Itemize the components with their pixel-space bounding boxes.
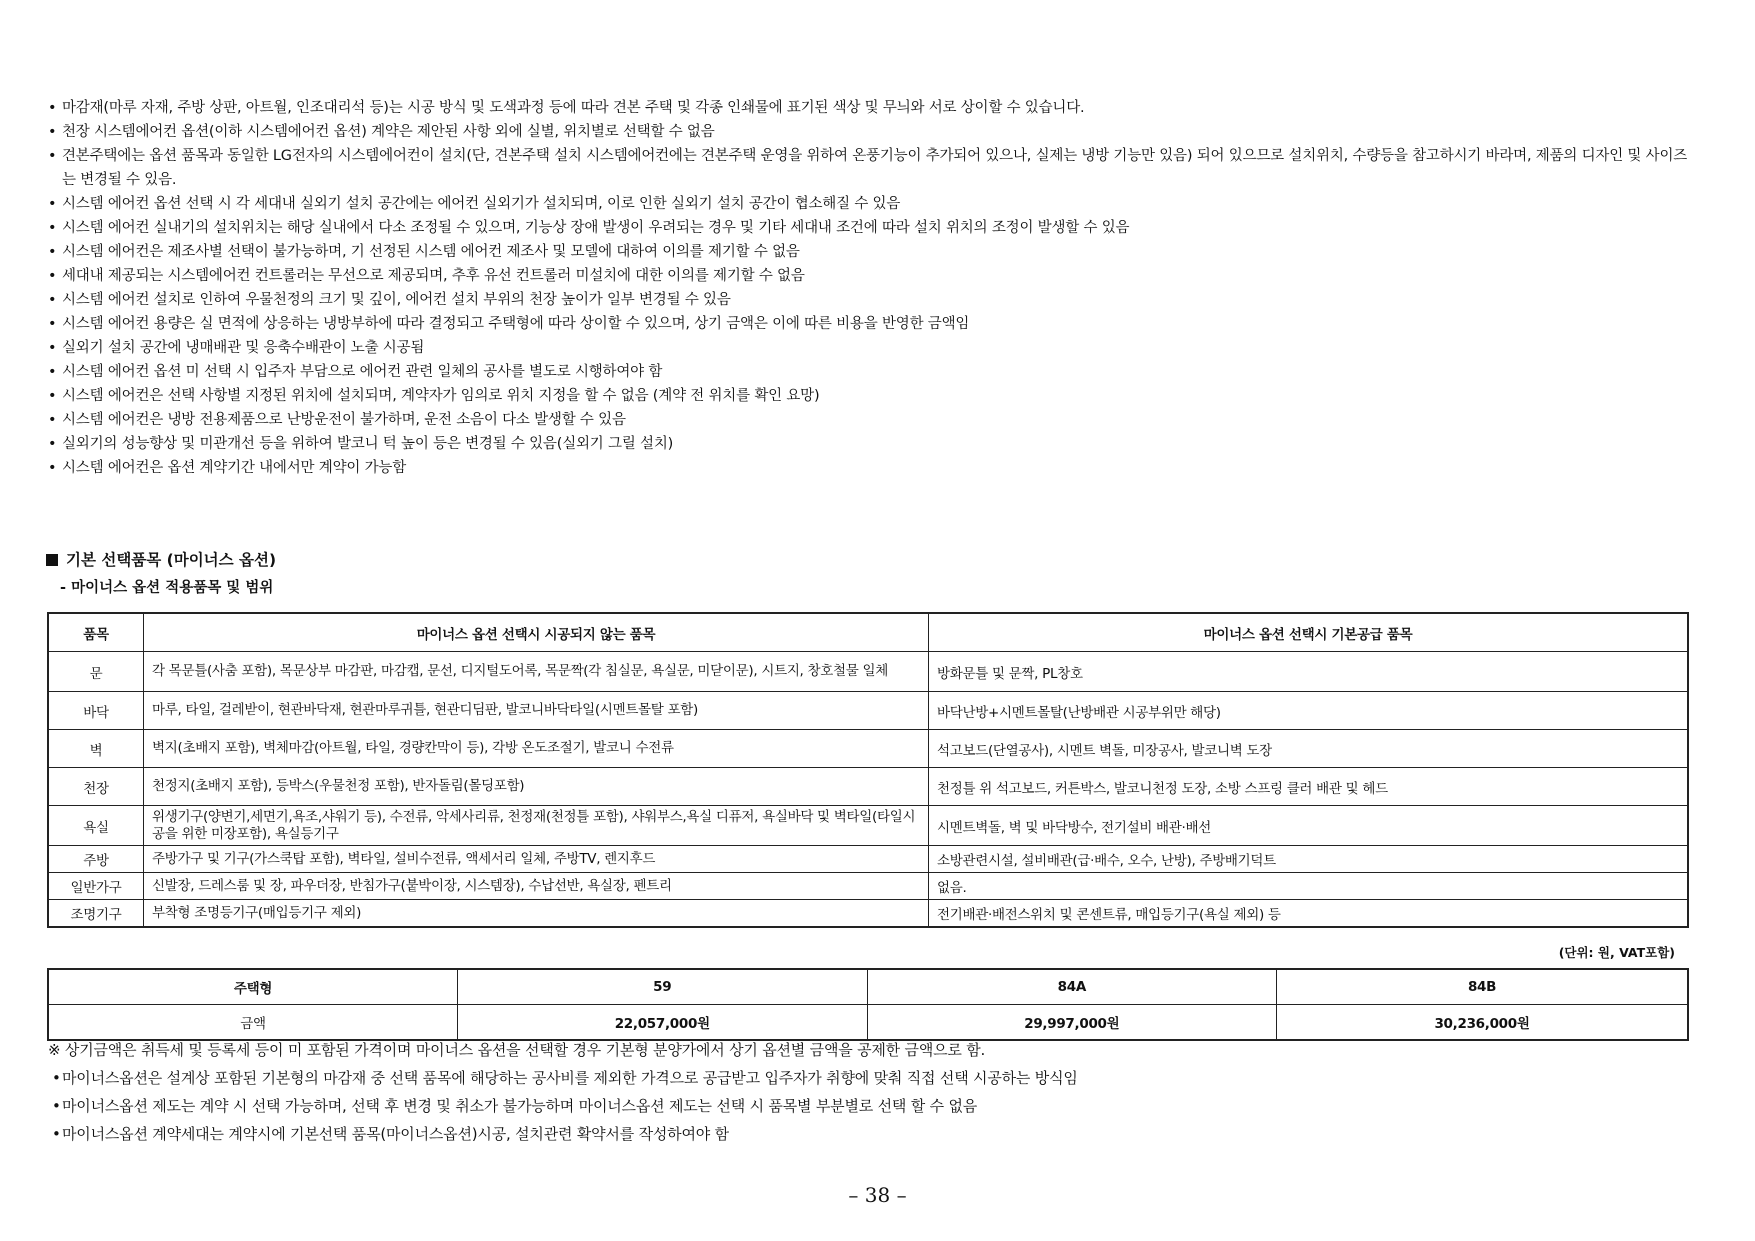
- list-item: • 마이너스옵션 제도는 계약 시 선택 가능하며, 선택 후 변경 및 취소가 불가능하며 마이너스옵션 제도는 선택 시 품목별 부분별로 선택 할 수 없음: [48, 1092, 1708, 1120]
- supplied-cell: 소방관련시설, 설비배관(급·배수, 오수, 난방), 주방배기덕트: [929, 846, 1689, 873]
- list-item: • 시스템 에어컨은 제조사별 선택이 불가능하며, 기 선정된 시스템 에어컨 제조사 및 모델에 대하여 이의를 제기할 수 없음: [48, 240, 1688, 264]
- list-item: • 마이너스옵션 계약세대는 계약시에 기본선택 품목(마이너스옵션)시공, 설치관련 확약서를 작성하여야 함: [48, 1120, 1708, 1148]
- item-cell: 욕실: [48, 806, 144, 846]
- list-item: • 시스템 에어컨 옵션 선택 시 각 세대내 실외기 설치 공간에는 에어컨 실외기가 설치되며, 이로 인한 실외기 설치 공간이 협소해질 수 있음: [48, 192, 1688, 216]
- list-item: • 시스템 에어컨 용량은 실 면적에 상응하는 냉방부하에 따라 결정되고 주택형에 따라 상이할 수 있으며, 상기 금액은 이에 따른 비용을 반영한 금액임: [48, 312, 1688, 336]
- minus-option-notes: [48, 1036, 1708, 1148]
- item-cell: 조명기구: [48, 900, 144, 928]
- table-row: [48, 873, 1688, 900]
- list-item: • 시스템 에어컨 설치로 인하여 우물천정의 크기 및 깊이, 에어컨 설치 부위의 천장 높이가 일부 변경될 수 있음: [48, 288, 1688, 312]
- excluded-cell: 천정지(초배지 포함), 등박스(우물천정 포함), 반자돌림(몰딩포함): [144, 768, 929, 806]
- amount-label: 금액: [48, 1005, 458, 1041]
- item-cell: 천장: [48, 768, 144, 806]
- page-number: – 38 –: [848, 1183, 907, 1207]
- housing-type-cell: 59: [458, 969, 868, 1005]
- price-table: [47, 968, 1689, 1041]
- table-row: [48, 652, 1688, 692]
- list-item: • 실외기의 성능향상 및 미관개선 등을 위하여 발코니 턱 높이 등은 변경될 수 있음(실외기 그릴 설치): [48, 432, 1688, 456]
- supplied-cell: 시멘트벽돌, 벽 및 바닥방수, 전기설비 배관·배선: [929, 806, 1689, 846]
- list-item: • 마이너스옵션은 설계상 포함된 기본형의 마감재 중 선택 품목에 해당하는 공사비를 제외한 가격으로 공급받고 입주자가 취향에 맞춰 직접 선택 시공하는 방식임: [48, 1064, 1708, 1092]
- list-item: • 시스템 에어컨은 냉방 전용제품으로 난방운전이 불가하며, 운전 소음이 다소 발생할 수 있음: [48, 408, 1688, 432]
- list-item: • 세대내 제공되는 시스템에어컨 컨트롤러는 무선으로 제공되며, 추후 유선 컨트롤러 미설치에 대한 이의를 제기할 수 없음: [48, 264, 1688, 288]
- list-item: • 시스템 에어컨은 옵션 계약기간 내에서만 계약이 가능함: [48, 456, 1688, 480]
- column-header: 품목: [48, 613, 144, 652]
- housing-type-cell: 84B: [1277, 969, 1688, 1005]
- aircon-notice-list: [48, 96, 1688, 480]
- excluded-cell: 마루, 타일, 걸레받이, 현관바닥재, 현관마루귀틀, 현관디딤판, 발코니바닥타일(시멘트몰탈 포함): [144, 692, 929, 730]
- amount-cell: 29,997,000원: [867, 1005, 1277, 1041]
- table-row: [48, 806, 1688, 846]
- housing-type-cell: 84A: [867, 969, 1277, 1005]
- amount-cell: 22,057,000원: [458, 1005, 868, 1041]
- supplied-cell: 전기배관·배전스위치 및 콘센트류, 매입등기구(욕실 제외) 등: [929, 900, 1689, 928]
- list-item: • 시스템 에어컨은 선택 사항별 지정된 위치에 설치되며, 계약자가 임의로 위치 지정을 할 수 없음 (계약 전 위치를 확인 요망): [48, 384, 1688, 408]
- excluded-cell: 신발장, 드레스룸 및 장, 파우더장, 반침가구(붙박이장, 시스템장), 수납선반, 욕실장, 펜트리: [144, 873, 929, 900]
- section-title: [46, 548, 276, 570]
- supplied-cell: 석고보드(단열공사), 시멘트 벽돌, 미장공사, 발코니벽 도장: [929, 730, 1689, 768]
- housing-type-label: 주택형: [48, 969, 458, 1005]
- item-cell: 문: [48, 652, 144, 692]
- item-cell: 주방: [48, 846, 144, 873]
- supplied-cell: 바닥난방+시멘트몰탈(난방배관 시공부위만 해당): [929, 692, 1689, 730]
- price-header-row: [48, 969, 1688, 1005]
- list-item: • 천장 시스템에어컨 옵션(이하 시스템에어컨 옵션) 계약은 제안된 사항 외에 실별, 위치별로 선택할 수 없음: [48, 120, 1688, 144]
- supplied-cell: 천정틀 위 석고보드, 커튼박스, 발코니천정 도장, 소방 스프링 클러 배관 및 헤드: [929, 768, 1689, 806]
- list-item: • 실외기 설치 공간에 냉매배관 및 응축수배관이 노출 시공됨: [48, 336, 1688, 360]
- list-item: • 시스템 에어컨 실내기의 설치위치는 해당 실내에서 다소 조정될 수 있으며, 기능상 장애 발생이 우려되는 경우 및 기타 세대내 조건에 따라 설치 위치의 조정이 발생할 수 있음: [48, 216, 1688, 240]
- square-bullet-icon: [46, 554, 58, 566]
- list-item: • 시스템 에어컨 옵션 미 선택 시 입주자 부담으로 에어컨 관련 일체의 공사를 별도로 시행하여야 함: [48, 360, 1688, 384]
- column-header: 마이너스 옵션 선택시 기본공급 품목: [929, 613, 1689, 652]
- price-amount-row: [48, 1005, 1688, 1041]
- excluded-cell: 벽지(초배지 포함), 벽체마감(아트월, 타일, 경량칸막이 등), 각방 온도조절기, 발코니 수전류: [144, 730, 929, 768]
- minus-option-table: [47, 612, 1689, 928]
- unit-note: (단위: 원, VAT포함): [1558, 945, 1675, 960]
- item-cell: 벽: [48, 730, 144, 768]
- excluded-cell: 위생기구(양변기,세면기,욕조,샤워기 등), 수전류, 악세사리류, 천정재(천정틀 포함), 샤워부스,욕실 디퓨저, 욕실바닥 및 벽타일(타일시공을 위한 미장포함), 욕실등기구: [144, 806, 929, 846]
- supplied-cell: 없음.: [929, 873, 1689, 900]
- table-row: [48, 846, 1688, 873]
- excluded-cell: 부착형 조명등기구(매입등기구 제외): [144, 900, 929, 928]
- excluded-cell: 각 목문틀(사춤 포함), 목문상부 마감판, 마감캡, 문선, 디지털도어록, 목문짝(각 침실문, 욕실문, 미닫이문), 시트지, 창호철물 일체: [144, 652, 929, 692]
- item-cell: 일반가구: [48, 873, 144, 900]
- column-header: 마이너스 옵션 선택시 시공되지 않는 품목: [144, 613, 929, 652]
- reference-note: ※ 상기금액은 취득세 및 등록세 등이 미 포함된 가격이며 마이너스 옵션을 선택할 경우 기본형 분양가에서 상기 옵션별 금액을 공제한 금액으로 함.: [48, 1041, 986, 1059]
- list-item: • 견본주택에는 옵션 품목과 동일한 LG전자의 시스템에어컨이 설치(단, 견본주택 설치 시스템에어컨에는 견본주택 운영을 위하여 온풍기능이 추가되어 있으나, 실제는 냉방 기능만 있음) 되어 있으므로 설치위치, 수량등을 참고하시기 바라며, 제품의 디자인 및 사이즈는 변경될 수 있음.: [48, 144, 1688, 192]
- table-row: [48, 900, 1688, 928]
- table-row: [48, 768, 1688, 806]
- section-title-text: 기본 선택품목 (마이너스 옵션): [66, 551, 277, 569]
- excluded-cell: 주방가구 및 기구(가스쿡탑 포함), 벽타일, 설비수전류, 액세서리 일체, 주방TV, 렌지후드: [144, 846, 929, 873]
- amount-cell: 30,236,000원: [1277, 1005, 1688, 1041]
- supplied-cell: 방화문틀 및 문짝, PL창호: [929, 652, 1689, 692]
- table-row: [48, 692, 1688, 730]
- list-item: • 마감재(마루 자재, 주방 상판, 아트월, 인조대리석 등)는 시공 방식 및 도색과정 등에 따라 견본 주택 및 각종 인쇄물에 표기된 색상 및 무늬와 서로 상이할 수 있습니다.: [48, 96, 1688, 120]
- section-subtitle: - 마이너스 옵션 적용품목 및 범위: [60, 580, 274, 596]
- item-cell: 바닥: [48, 692, 144, 730]
- table-row: [48, 730, 1688, 768]
- table-header-row: [48, 613, 1688, 652]
